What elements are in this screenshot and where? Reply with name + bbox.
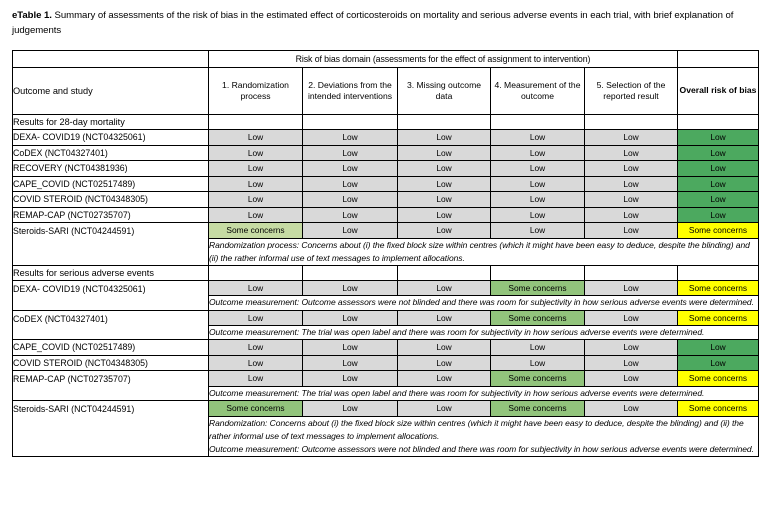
rating-cell-domain-3: Low <box>398 192 491 208</box>
rating-cell-domain-3: Low <box>398 280 491 296</box>
study-name-cell: CoDEX (NCT04327401) <box>13 145 209 161</box>
rating-cell-domain-2: Low <box>303 401 398 417</box>
rating-cell-domain-2: Low <box>303 130 398 146</box>
table-header <box>13 51 759 115</box>
study-name-cell: REMAP-CAP (NCT02735707) <box>13 207 209 223</box>
rating-cell-domain-3: Low <box>398 130 491 146</box>
section-blank-cell <box>491 115 585 130</box>
overall-risk-cell: Some concerns <box>678 371 759 387</box>
rating-cell-domain-3: Low <box>398 340 491 356</box>
risk-of-bias-table <box>12 50 759 457</box>
explanation-paragraph: Outcome measurement: The trial was open label and there was room for subjectivity in how serious adverse events were determined. <box>209 327 705 338</box>
header-corner-blank <box>13 51 209 68</box>
overall-risk-cell: Low <box>678 355 759 371</box>
rating-cell-domain-1: Low <box>209 207 303 223</box>
header-domain-5: 5. Selection of the reported result <box>585 68 678 115</box>
explanation-paragraph: Outcome measurement: Outcome assessors were not blinded and there was room for subjectivity in how serious adverse events were determined. <box>209 297 754 308</box>
table-row <box>13 280 759 296</box>
header-domain-4: 4. Measurement of the outcome <box>491 68 585 115</box>
rating-cell-domain-2: Low <box>303 340 398 356</box>
rating-cell-domain-3: Low <box>398 207 491 223</box>
rating-cell-domain-5: Low <box>585 340 678 356</box>
header-domain-1: 1. Randomization process <box>209 68 303 115</box>
rating-cell-domain-4: Low <box>491 223 585 239</box>
rating-cell-domain-4: Some concerns <box>491 280 585 296</box>
table-row <box>13 355 759 371</box>
rating-cell-domain-3: Low <box>398 371 491 387</box>
table-row <box>13 130 759 146</box>
rating-cell-domain-1: Low <box>209 310 303 326</box>
table-row <box>13 371 759 387</box>
rating-cell-domain-5: Low <box>585 401 678 417</box>
rating-cell-domain-5: Low <box>585 145 678 161</box>
explanation-cell <box>209 296 759 310</box>
explanation-cell <box>209 326 759 340</box>
explanation-cell <box>209 416 759 457</box>
rating-cell-domain-3: Low <box>398 310 491 326</box>
table-row <box>13 176 759 192</box>
rating-cell-domain-2: Low <box>303 223 398 239</box>
overall-risk-cell: Low <box>678 192 759 208</box>
rating-cell-domain-5: Low <box>585 371 678 387</box>
overall-risk-cell: Some concerns <box>678 223 759 239</box>
header-domain-3: 3. Missing outcome data <box>398 68 491 115</box>
explanation-cell <box>209 238 759 265</box>
header-domain-band: Risk of bias domain (assessments for the effect of assignment to intervention) <box>209 51 678 68</box>
study-name-cell: CAPE_COVID (NCT02517489) <box>13 176 209 192</box>
caption-text: Summary of assessments of the risk of bias in the estimated effect of corticosteroids on mortality and serious adverse events in each trial, with brief explanation of judgements <box>12 10 734 36</box>
rating-cell-domain-4: Some concerns <box>491 371 585 387</box>
header-overall-risk: Overall risk of bias <box>678 68 759 115</box>
table-row <box>13 340 759 356</box>
rating-cell-domain-5: Low <box>585 310 678 326</box>
rating-cell-domain-4: Low <box>491 145 585 161</box>
explanation-paragraph: Randomization: Concerns about (i) the fixed block size within centres (which it might have been easy to deduce, despite the blinding) and (ii) the rather informal use of text messages to implement allocations. <box>209 417 744 441</box>
rating-cell-domain-1: Low <box>209 145 303 161</box>
rating-cell-domain-1: Low <box>209 192 303 208</box>
study-name-cell: COVID STEROID (NCT04348305) <box>13 192 209 208</box>
rating-cell-domain-2: Low <box>303 145 398 161</box>
rating-cell-domain-4: Low <box>491 161 585 177</box>
rating-cell-domain-2: Low <box>303 355 398 371</box>
study-name-cell: DEXA- COVID19 (NCT04325061) <box>13 130 209 146</box>
table-row <box>13 401 759 417</box>
section-label: Results for 28-day mortality <box>13 115 209 130</box>
overall-risk-cell: Low <box>678 161 759 177</box>
overall-risk-cell: Low <box>678 207 759 223</box>
header-outcome-and-study: Outcome and study <box>13 68 209 115</box>
rating-cell-domain-1: Low <box>209 355 303 371</box>
section-blank-cell <box>585 115 678 130</box>
rating-cell-domain-5: Low <box>585 223 678 239</box>
section-blank-cell <box>678 265 759 280</box>
rating-cell-domain-1: Low <box>209 340 303 356</box>
section-blank-cell <box>209 115 303 130</box>
rating-cell-domain-4: Low <box>491 207 585 223</box>
rating-cell-domain-2: Low <box>303 371 398 387</box>
section-blank-cell <box>491 265 585 280</box>
section-header-row <box>13 265 759 280</box>
overall-risk-cell: Some concerns <box>678 401 759 417</box>
rating-cell-domain-5: Low <box>585 355 678 371</box>
study-name-cell: Steroids-SARI (NCT04244591) <box>13 401 209 457</box>
rating-cell-domain-2: Low <box>303 310 398 326</box>
section-blank-cell <box>303 115 398 130</box>
study-name-cell: REMAP-CAP (NCT02735707) <box>13 371 209 401</box>
study-name-cell: CAPE_COVID (NCT02517489) <box>13 340 209 356</box>
header-columns-row <box>13 68 759 115</box>
rating-cell-domain-1: Low <box>209 280 303 296</box>
overall-risk-cell: Some concerns <box>678 310 759 326</box>
rating-cell-domain-1: Some concerns <box>209 401 303 417</box>
rating-cell-domain-5: Low <box>585 176 678 192</box>
section-blank-cell <box>303 265 398 280</box>
rating-cell-domain-4: Low <box>491 176 585 192</box>
explanation-cell <box>209 386 759 400</box>
study-name-cell: RECOVERY (NCT04381936) <box>13 161 209 177</box>
rating-cell-domain-2: Low <box>303 192 398 208</box>
study-name-cell: COVID STEROID (NCT04348305) <box>13 355 209 371</box>
overall-risk-cell: Low <box>678 130 759 146</box>
rating-cell-domain-5: Low <box>585 207 678 223</box>
rating-cell-domain-4: Low <box>491 192 585 208</box>
rating-cell-domain-4: Some concerns <box>491 401 585 417</box>
study-name-cell: CoDEX (NCT04327401) <box>13 310 209 340</box>
caption-label: eTable 1. <box>12 10 52 21</box>
rating-cell-domain-1: Low <box>209 161 303 177</box>
rating-cell-domain-4: Some concerns <box>491 310 585 326</box>
rating-cell-domain-2: Low <box>303 176 398 192</box>
rating-cell-domain-4: Low <box>491 130 585 146</box>
overall-risk-cell: Low <box>678 176 759 192</box>
section-blank-cell <box>585 265 678 280</box>
section-header-row <box>13 115 759 130</box>
rating-cell-domain-3: Low <box>398 355 491 371</box>
header-overall-blank <box>678 51 759 68</box>
table-row <box>13 192 759 208</box>
table-body <box>13 115 759 457</box>
rating-cell-domain-3: Low <box>398 223 491 239</box>
rating-cell-domain-4: Low <box>491 355 585 371</box>
rating-cell-domain-1: Low <box>209 176 303 192</box>
table-row <box>13 207 759 223</box>
table-row <box>13 310 759 326</box>
rating-cell-domain-3: Low <box>398 401 491 417</box>
section-blank-cell <box>678 115 759 130</box>
rating-cell-domain-3: Low <box>398 145 491 161</box>
study-name-cell: DEXA- COVID19 (NCT04325061) <box>13 280 209 310</box>
rating-cell-domain-1: Some concerns <box>209 223 303 239</box>
overall-risk-cell: Some concerns <box>678 280 759 296</box>
section-label: Results for serious adverse events <box>13 265 209 280</box>
rating-cell-domain-1: Low <box>209 371 303 387</box>
table-caption <box>12 8 756 38</box>
header-band-row <box>13 51 759 68</box>
table-row <box>13 161 759 177</box>
rating-cell-domain-5: Low <box>585 161 678 177</box>
table-row <box>13 223 759 239</box>
overall-risk-cell: Low <box>678 145 759 161</box>
rating-cell-domain-2: Low <box>303 207 398 223</box>
explanation-paragraph: Outcome measurement: The trial was open label and there was room for subjectivity in how serious adverse events were determined. <box>209 387 705 398</box>
rating-cell-domain-5: Low <box>585 130 678 146</box>
rating-cell-domain-2: Low <box>303 280 398 296</box>
section-blank-cell <box>398 115 491 130</box>
rating-cell-domain-5: Low <box>585 280 678 296</box>
section-blank-cell <box>398 265 491 280</box>
rating-cell-domain-4: Low <box>491 340 585 356</box>
explanation-paragraph: Outcome measurement: Outcome assessors were not blinded and there was room for subjectivity in how serious adverse events were determined. <box>209 443 754 454</box>
table-row <box>13 145 759 161</box>
rating-cell-domain-5: Low <box>585 192 678 208</box>
header-domain-2: 2. Deviations from the intended interventions <box>303 68 398 115</box>
explanation-paragraph: Randomization process: Concerns about (i) the fixed block size within centres (which it might have been easy to deduce, despite the blinding) and (ii) the rather informal use of text messages to implement allocations. <box>209 239 750 263</box>
overall-risk-cell: Low <box>678 340 759 356</box>
rating-cell-domain-3: Low <box>398 161 491 177</box>
rating-cell-domain-1: Low <box>209 130 303 146</box>
rating-cell-domain-2: Low <box>303 161 398 177</box>
study-name-cell: Steroids-SARI (NCT04244591) <box>13 223 209 266</box>
rating-cell-domain-3: Low <box>398 176 491 192</box>
section-blank-cell <box>209 265 303 280</box>
